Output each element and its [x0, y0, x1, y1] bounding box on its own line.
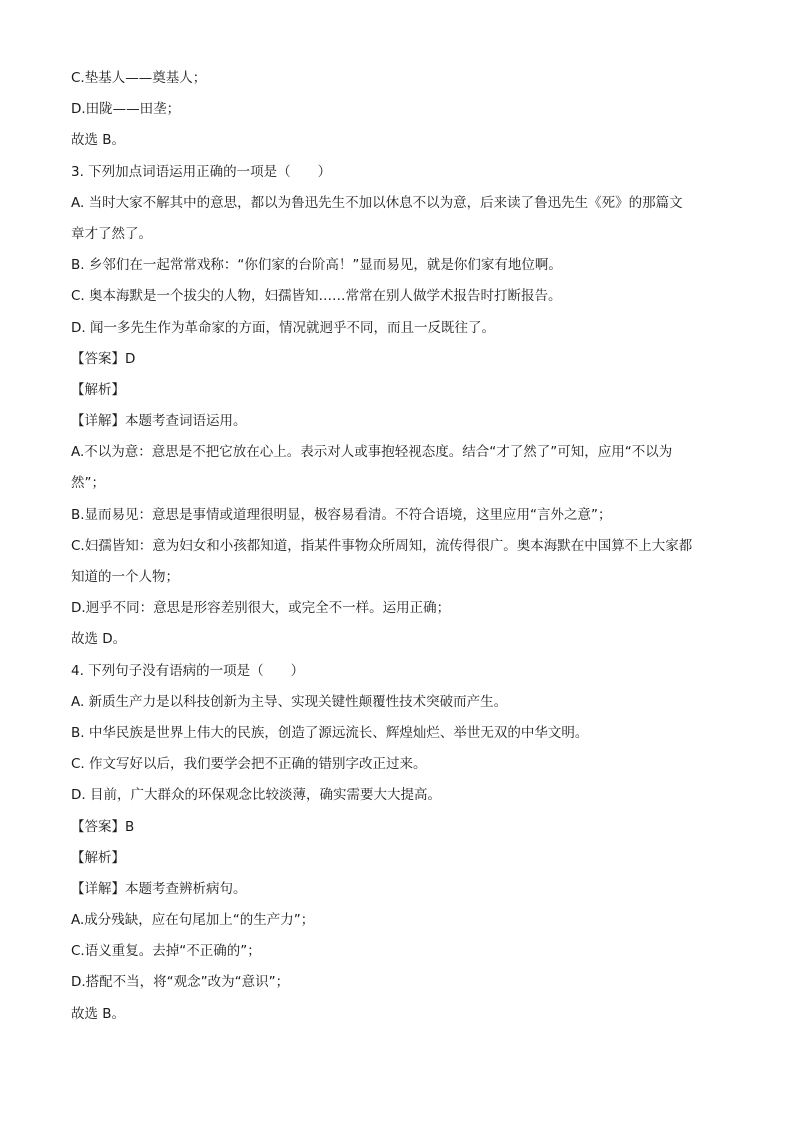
question-3-detail-d: D.迥乎不同：意思是形容差别很大，或完全不一样。运用正确；: [71, 600, 451, 617]
question-3-conclusion: 故选 D。: [71, 631, 127, 648]
question-3-detail-c-cont: 知道的一个人物；: [71, 569, 179, 585]
question-3-detail-a: A.不以为意：意思是不把它放在心上。表示对人或事抱轻视态度。结合“才了然了”可知，应用“不以为: [71, 444, 673, 461]
question-4-option-a: A. 新质生产力是以科技创新为主导、实现关键性颠覆性技术突破而产生。: [71, 693, 508, 710]
option-d-correction: D.田陇——田垄；: [71, 101, 181, 118]
question-3-detail-c: C.妇孺皆知：意为妇女和小孩都知道，指某件事物众所周知，流传得很广。奥本海默在中国算不上大家都: [71, 537, 693, 554]
question-4-option-d: D. 目前，广大群众的环保观念比较淡薄，确实需要大大提高。: [71, 787, 441, 804]
question-4-option-c: C. 作文写好以后，我们要学会把不正确的错别字改正过来。: [71, 756, 427, 773]
question-3-option-b: B. 乡邻们在一起常常戏称：“你们家的台阶高！”显而易见，就是你们家有地位啊。: [71, 257, 562, 274]
question-3-stem: 3. 下列加点词语运用正确的一项是（ ）: [71, 163, 332, 180]
question-4-analysis-heading: 【解析】: [71, 849, 125, 866]
question-4-detail-a: A.成分残缺，应在句尾加上“的生产力”；: [71, 912, 315, 929]
question-3-detail-intro: 【详解】本题考查词语运用。: [71, 413, 247, 430]
question-4-option-b: B. 中华民族是世界上伟大的民族，创造了源远流长、辉煌灿烂、举世无双的中华文明。: [71, 724, 589, 741]
question-3-answer: 【答案】D: [71, 350, 136, 367]
option-c-correction: C.垫基人——奠基人；: [71, 70, 207, 86]
question-4-detail-intro: 【详解】本题考查辨析病句。: [71, 880, 247, 897]
question-3-option-a: A. 当时大家不解其中的意思，都以为鲁迅先生不加以休息不以为意，后来读了鲁迅先生《死》的那篇文: [71, 194, 683, 211]
question-4-answer: 【答案】B: [71, 818, 135, 835]
question-4-stem: 4. 下列句子没有语病的一项是（ ）: [71, 662, 305, 679]
question-4-conclusion: 故选 B。: [71, 1005, 126, 1022]
document-page: [71, 63, 731, 1030]
q2-answer-conclusion: 故选 B。: [71, 132, 126, 149]
question-3-option-c: C. 奥本海默是一个拔尖的人物，妇孺皆知……常常在别人做学术报告时打断报告。: [71, 288, 562, 305]
question-4-detail-c: C.语义重复。去掉“不正确的”；: [71, 943, 261, 960]
question-3-option-a-cont: 章才了然了。: [71, 225, 152, 242]
question-3-detail-a-cont: 然”；: [71, 475, 105, 492]
question-3-detail-b: B.显而易见：意思是事情或道理很明显，极容易看清。不符合语境，这里应用“言外之意”；: [71, 506, 612, 523]
question-3-analysis-heading: 【解析】: [71, 381, 125, 398]
question-3-option-d: D. 闻一多先生作为革命家的方面，情况就迥乎不同，而且一反既往了。: [71, 319, 495, 336]
question-4-detail-d: D.搭配不当，将“观念”改为“意识”；: [71, 974, 290, 991]
